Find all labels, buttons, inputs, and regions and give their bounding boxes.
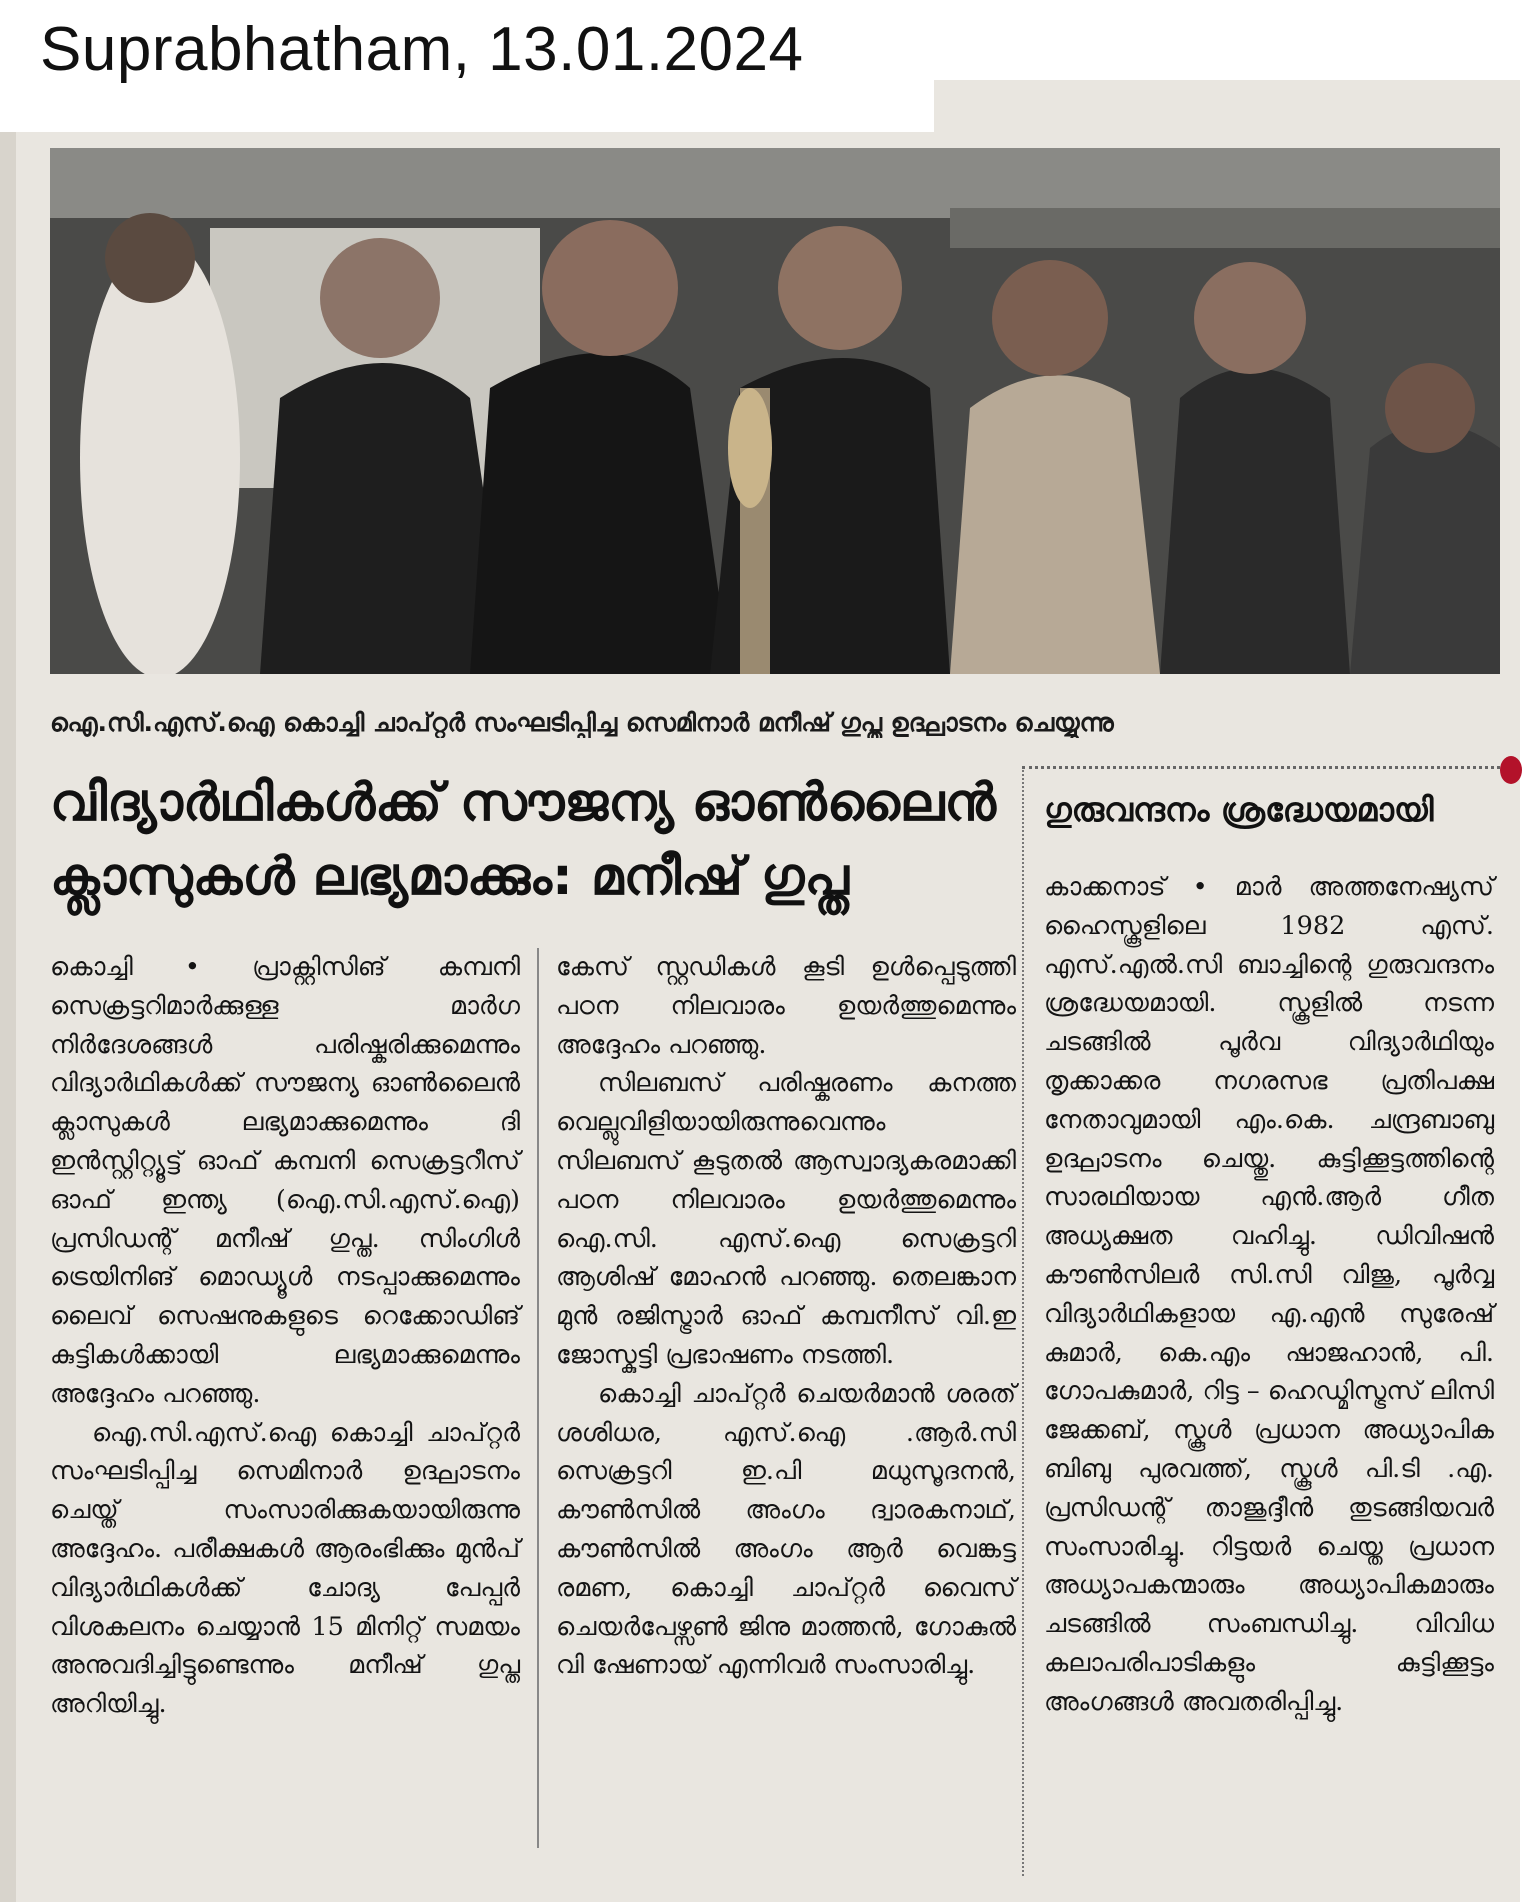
photo-caption: ഐ.സി.എസ്.ഐ കൊച്ചി ചാപ്റ്റർ സംഘടിപ്പിച്ച സെമിനാർ മനീഷ് ഗുപ്ത ഉദ്ഘാടനം ചെയ്യുന്നു: [50, 708, 1114, 737]
main-headline-line-2: ക്ലാസുകൾ ലഭ്യമാക്കും: മനീഷ് ഗുപ്ത: [50, 847, 849, 907]
paper-fold-shadow: [0, 80, 16, 1902]
article-paragraph: സിലബസ് പരിഷ്കരണം കനത്ത വെല്ലുവിളിയായിരുന്നുവെന്നും സിലബസ് കൂടുതൽ ആസ്വാദ്യകരമാക്കി പഠന നിലവാരം ഉയർത്തുമെന്നും ഐ.സി. എസ്.ഐ സെക്രട്ടറി ആശിഷ് മോഹൻ പറഞ്ഞു. തെലങ്കാന മുൻ രജിസ്ട്രാർ ഓഫ് കമ്പനീസ് വി.ഇ ജോസ്കുട്ടി പ്രഭാഷണം നടത്തി.: [556, 1068, 1016, 1370]
column-divider: [537, 948, 539, 1848]
article-paragraph: കൊച്ചി ചാപ്റ്റർ ചെയർമാൻ ശരത് ശശിധര, എസ്.ഐ .ആർ.സി സെക്രട്ടറി ഇ.പി മധുസൂദനൻ, കൗൺസിൽ അംഗം ദ്വാരകനാഥ്, കൗൺസിൽ അംഗം ആർ വെങ്കട്ട രമണ, കൊച്ചി ചാപ്റ്റർ വൈസ് ചെയർപേഴ്സൺ ജിനു മാത്തൻ, ഗോകുൽ വി ഷേണായ് എന്നിവർ സംസാരിച്ചു.: [556, 1378, 1016, 1681]
article-paragraph: ഐ.സി.എസ്.ഐ കൊച്ചി ചാപ്റ്റർ സംഘടിപ്പിച്ച സെമിനാർ ഉദ്ഘാടനം ചെയ്ത് സംസാരിക്കുകയായിരുന്നു അദ്ദേഹം. പരീക്ഷകൾ ആരംഭിക്കും മുൻപ് വിദ്യാർഥികൾക്ക് ചോദ്യ പേപ്പർ വിശകലനം ചെയ്യാൻ 15 മിനിറ്റ് സമയം അനുവദിച്ചിട്ടുണ്ടെന്നും മനീഷ് ഗുപ്ത അറിയിച്ചു.: [50, 1417, 520, 1720]
article-paragraph: കേസ് സ്റ്റഡികൾ കൂടി ഉൾപ്പെടുത്തി പഠന നിലവാരം ഉയർത്തുമെന്നും അദ്ദേഹം പറഞ്ഞു.: [556, 952, 1016, 1060]
lamp-lighting-photo: [50, 148, 1500, 674]
red-ink-mark: [1500, 756, 1522, 784]
event-photo: [50, 148, 1500, 674]
side-article-rule: [1022, 766, 1500, 769]
source-label: Suprabhatham, 13.01.2024: [40, 15, 804, 84]
main-headline-line-1: വിദ്യാർഥികൾക്ക് സൗജന്യ ഓൺലൈൻ: [50, 773, 996, 833]
main-article-column-1: [50, 948, 520, 1724]
main-headline: [50, 766, 1000, 914]
side-article-body: കാക്കനാട് • മാർ അത്തനേഷ്യസ് ഹൈസ്കൂളിലെ 1982 എസ്. എസ്.എൽ.സി ബാച്ചിന്റെ ഗുരുവന്ദനം ശ്രദ്ധേയമായി. സ്കൂളിൽ നടന്ന ചടങ്ങിൽ പൂർവ വിദ്യാർഥിയും തൃക്കാക്കര നഗരസഭ പ്രതിപക്ഷ നേതാവുമായി എം.കെ. ചന്ദ്രബാബു ഉദ്ഘാടനം ചെയ്തു. കുട്ടിക്കൂട്ടത്തിന്റെ സാരഥിയായ എൻ.ആർ ഗീത അധ്യക്ഷത വഹിച്ചു. ഡിവിഷൻ കൗൺസിലർ സി.സി വിജു, പൂർവ്വ വിദ്യാർഥികളായ എ.എൻ സുരേഷ് കുമാർ, കെ.എം ഷാജഹാൻ, പി. ഗോപകുമാർ, റിട്ട – ഹെഡ്മിസ്ട്രസ് ലിസി ജേക്കബ്, സ്കൂൾ പ്രധാന അധ്യാപിക ബിബു പുരവത്ത്, സ്കൂൾ പി.ടി .എ. പ്രസിഡന്റ് താജുദ്ദീൻ തുടങ്ങിയവർ സംസാരിച്ചു. റിട്ടയർ ചെയ്ത പ്രധാന അധ്യാപകന്മാരും അധ്യാപികമാരും ചടങ്ങിൽ സംബന്ധിച്ചു. വിവിധ കലാപരിപാടികളും കുട്ടിക്കൂട്ടം അംഗങ്ങൾ അവതരിപ്പിച്ചു.: [1044, 872, 1495, 1717]
main-article-column-2: [556, 948, 1016, 1685]
side-headline: ഗുരുവന്ദനം ശ്രദ്ധേയമായി: [1044, 790, 1434, 829]
article-paragraph: കൊച്ചി • പ്രാക്റ്റിസിങ് കമ്പനി സെക്രട്ടറിമാർക്കുള്ള മാർഗ നിർദേശങ്ങൾ പരിഷ്കരിക്കുമെന്നും വിദ്യാർഥികൾക്ക് സൗജന്യ ഓൺലൈൻ ക്ലാസുകൾ ലഭ്യമാക്കുമെന്നും ദി ഇൻസ്റ്റിറ്റ്യൂട്ട് ഓഫ് കമ്പനി സെക്രട്ടറീസ് ഓഫ് ഇന്ത്യ (ഐ.സി.എസ്.ഐ) പ്രസിഡന്റ് മനീഷ് ഗുപ്ത. സിംഗിൾ ട്രെയിനിങ് മൊഡ്യൂൾ നടപ്പാക്കുമെന്നും ലൈവ് സെഷനുകളുടെ റെക്കോഡിങ് കുട്ടികൾക്കായി ലഭ്യമാക്കുമെന്നും അദ്ദേഹം പറഞ്ഞു.: [50, 952, 520, 1409]
source-label-box: [0, 0, 934, 132]
